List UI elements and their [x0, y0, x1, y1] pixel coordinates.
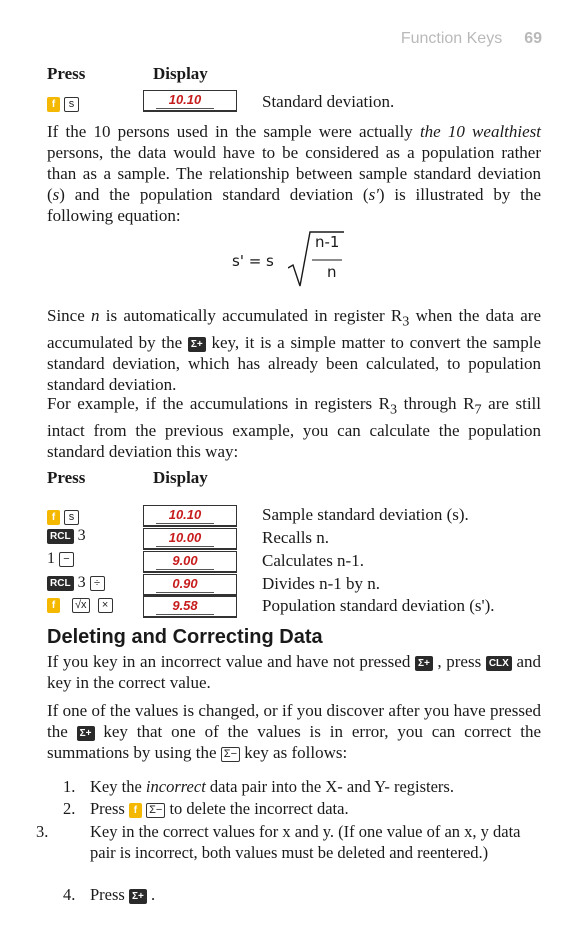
- row-description: Sample standard deviation (s).: [262, 505, 469, 524]
- display-column-header: Display: [153, 64, 208, 83]
- sigma-plus-key: Σ+: [188, 337, 206, 352]
- key-sequence: [47, 527, 86, 545]
- page-number: 69: [524, 30, 542, 47]
- display-box: [143, 90, 237, 112]
- subscript: 3: [390, 401, 398, 418]
- emphasis: incorrect: [145, 777, 206, 796]
- press-column-header: Press: [47, 468, 86, 487]
- paragraph-example: [47, 393, 541, 462]
- text: key that one of the values is in error, you can correct the summations by using the: [47, 722, 541, 762]
- clx-key: CLX: [486, 656, 512, 671]
- text: when the data are accumulated by the: [47, 306, 541, 353]
- step-4: [63, 884, 541, 905]
- digit: 3: [77, 574, 86, 591]
- display-value: 10.10: [156, 506, 214, 524]
- subscript: 7: [474, 401, 482, 418]
- text: through R: [397, 394, 475, 413]
- text: Key in the correct values for x and y. (If one value of an x, y data pair is incorrect, both values must be deleted and reentered.): [90, 822, 521, 862]
- paragraph-values-changed: [47, 700, 541, 763]
- press-column-header: Press: [47, 64, 86, 83]
- divide-key: ÷: [90, 576, 105, 591]
- emphasis: the 10 wealthiest: [419, 122, 541, 141]
- text: data pair into the X- and Y- registers.: [205, 777, 454, 796]
- digit: 3: [77, 527, 86, 544]
- f-key: f: [47, 97, 60, 112]
- text: ) and the population standard deviation (: [59, 185, 369, 204]
- step-3: [36, 821, 541, 863]
- key-sequence: [47, 596, 113, 614]
- sigma-minus-key: Σ−: [146, 803, 165, 818]
- display-box: [143, 551, 237, 573]
- step-2: [63, 798, 541, 819]
- row-description: Standard deviation.: [262, 92, 395, 111]
- step-number: 2.: [63, 799, 76, 818]
- sigma-plus-key: Σ+: [129, 889, 147, 904]
- text: and key in the correct value.: [47, 652, 541, 692]
- step-number: 1.: [63, 777, 76, 796]
- text: If one of the values is changed, or if you discover after you have pressed the: [47, 701, 541, 741]
- display-box: [143, 528, 237, 550]
- page-header: [401, 30, 542, 48]
- text: is automatically accumulated in register R: [99, 306, 403, 325]
- key-sequence: [47, 550, 74, 568]
- text: to delete the incorrect data.: [165, 799, 349, 818]
- display-value: 10.00: [156, 529, 214, 547]
- text: .: [146, 885, 156, 904]
- rcl-key: RCL: [47, 576, 74, 591]
- symbol-n: n: [91, 306, 100, 325]
- text: Press: [90, 885, 129, 904]
- f-key: f: [47, 598, 60, 613]
- formula-denominator: n: [327, 263, 337, 281]
- text: key as follows:: [240, 743, 348, 762]
- text: Key the: [90, 777, 146, 796]
- s-key: s: [64, 97, 79, 112]
- key-sequence: [47, 574, 105, 592]
- sqrt-key: √x: [72, 598, 90, 613]
- minus-key: −: [59, 552, 74, 567]
- digit: 1: [47, 550, 55, 567]
- text: If you key in an incorrect value and have not pressed: [47, 652, 415, 671]
- text: For example, if the accumulations in registers R: [47, 394, 391, 413]
- symbol-s: s: [52, 185, 60, 204]
- key-sequence: [47, 508, 79, 526]
- text: ) is illustrated by the following equation:: [47, 185, 541, 225]
- s-key: s: [64, 510, 79, 525]
- text: are still intact from the previous example, you can calculate the population standard deviation this way:: [47, 394, 541, 462]
- step-1: [63, 776, 541, 797]
- text: key, it is a simple matter to convert the sample standard deviation, which has already been calculated, to population standard deviation.: [47, 333, 541, 395]
- display-column-header: Display: [153, 468, 208, 487]
- step-number: 4.: [63, 885, 76, 904]
- row-description: Calculates n-1.: [262, 551, 364, 570]
- text: persons, the data would have to be considered as a population rather than as a sample. The relationship between sample standard deviation (: [47, 143, 541, 204]
- row-description: Population standard deviation (s').: [262, 596, 495, 615]
- key-sequence: [47, 95, 79, 113]
- f-key: f: [129, 803, 142, 818]
- row-description: Recalls n.: [262, 528, 330, 547]
- subscript: 3: [402, 313, 410, 330]
- formula-numerator: n-1: [315, 233, 340, 251]
- display-value: 0.90: [156, 575, 214, 593]
- section-heading: Deleting and Correcting Data: [47, 626, 323, 648]
- symbol-s-prime: s': [368, 185, 379, 204]
- display-value: 9.58: [156, 597, 214, 615]
- paragraph-incorrect-value: [47, 651, 541, 693]
- text: , press: [432, 652, 486, 671]
- f-key: f: [47, 510, 60, 525]
- sigma-plus-key: Σ+: [77, 726, 95, 741]
- paragraph-since: [47, 305, 541, 395]
- multiply-key: ×: [98, 598, 113, 613]
- display-value: 10.10: [156, 91, 214, 109]
- display-box: [143, 596, 237, 618]
- header-title: Function Keys: [400, 30, 503, 47]
- text: Since: [47, 306, 92, 325]
- paragraph-population: [47, 121, 541, 226]
- row-description: Divides n-1 by n.: [262, 574, 381, 593]
- sigma-plus-key: Σ+: [415, 656, 433, 671]
- display-box: [143, 505, 237, 527]
- formula-lhs: s' = s: [232, 252, 274, 270]
- display-box: [143, 574, 237, 596]
- text: Press: [90, 799, 129, 818]
- text: If the 10 persons used in the sample were actually: [47, 122, 420, 141]
- display-value: 9.00: [156, 552, 214, 570]
- rcl-key: RCL: [47, 529, 74, 544]
- sigma-minus-key: Σ−: [221, 747, 240, 762]
- step-number: 3.: [36, 822, 49, 841]
